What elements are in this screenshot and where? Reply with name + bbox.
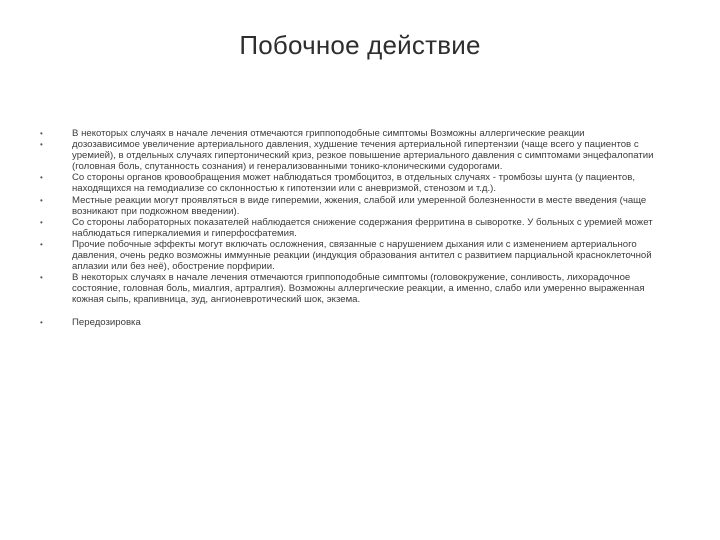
list-item-text: Со стороны лабораторных показателей наблюдается снижение содержания ферритина в сыворотке. У больных с уремией может наблюдаться гиперкалиемия и гиперфосфатемия. (72, 216, 653, 239)
list-item (40, 317, 670, 328)
bullet-icon: • (40, 140, 43, 150)
bullet-icon: • (40, 173, 43, 183)
list-item-text: Местные реакции могут проявляться в виде гиперемии, жжения, слабой или умеренной болезненности в месте введения (чаще возникают при подкожном введении). (72, 194, 647, 217)
list-item-text: В некоторых случаях в начале лечения отмечаются гриппоподобные симптомы (головокружение, сонливость, лихорадочное состояние, головная боль, миалгия, артралгия). Возможны аллергические реакции, а именно, слабо или умеренно выраженная кожная сыпь, крапивница, зуд, ангионевротический шок, экзема. (72, 272, 645, 306)
list-item (40, 195, 670, 217)
page-title: Побочное действие (239, 30, 481, 60)
list-item (40, 128, 670, 139)
list-item-text: Прочие побочные эффекты могут включать осложнения, связанные с нарушением дыхания или с изменением артериального давления, очень редко возможны иммунные реакции (индукция образования антител с развитием парциальной красноклеточной аплазии или без неё), обострение порфирии. (72, 238, 652, 273)
list-item (40, 272, 670, 305)
bullet-list (40, 128, 670, 328)
bullet-icon: • (40, 129, 43, 138)
list-item (40, 239, 670, 272)
bullet-icon: • (40, 195, 43, 205)
list-item (40, 217, 670, 239)
bullet-icon: • (40, 273, 43, 283)
bullet-icon: • (40, 239, 43, 249)
list-item-text: дозозависимое увеличение артериального давления, худшение течения артериальной гипертензии (чаще всего у пациентов с уремией), в отдельных случаях гипертонический криз, резкое повышение артериального давления с симптомами энцефалопатии (головная боль, спутанность сознания) и генерализованными тонико-клоническими судорогами. (72, 139, 654, 173)
list-item-text: Передозировка (72, 316, 141, 328)
list-item (40, 139, 670, 172)
list-item-text: В некоторых случаях в начале лечения отмечаются гриппоподобные симптомы Возможны аллергические реакции (72, 128, 585, 139)
list-item-text: Со стороны органов кровообращения может наблюдаться тромбоцитоз, в отдельных случаях - тромбозы шунта (у пациентов, находящихся на гемодиализе со склонностью к гипотензии или с аневризмой, стенозом и т.д.). (72, 172, 635, 195)
bullet-icon: • (40, 317, 43, 327)
list-item (40, 172, 670, 194)
bullet-icon: • (40, 217, 43, 227)
